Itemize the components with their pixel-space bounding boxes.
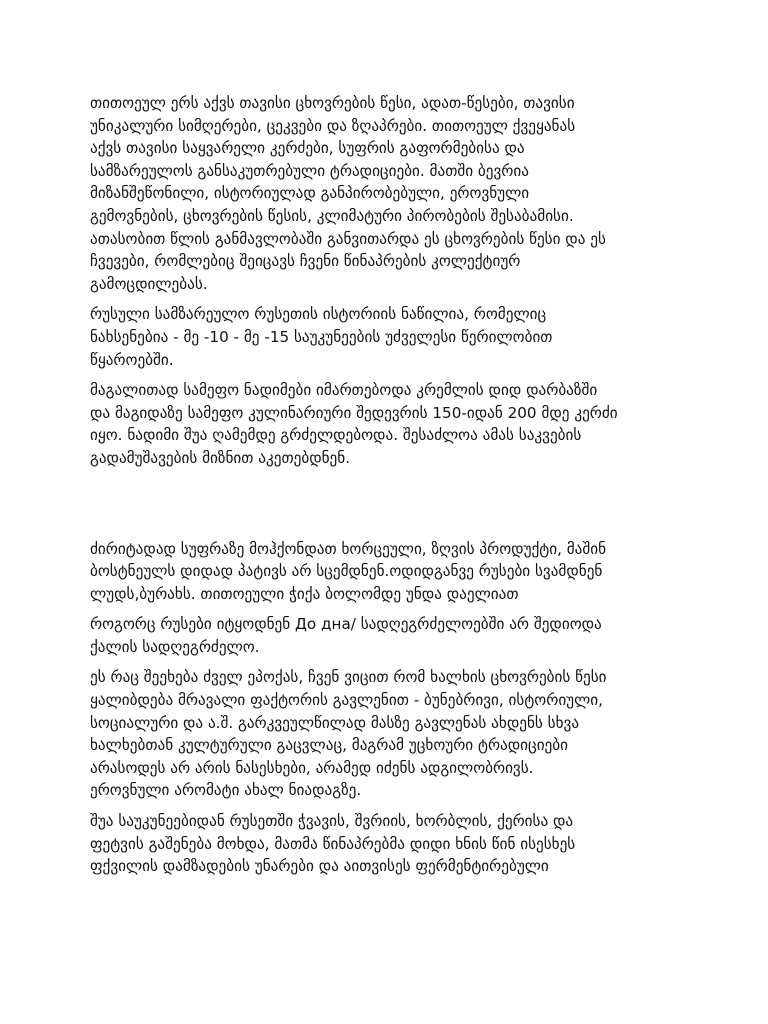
paragraph-lifestyle-factors: ეს რაც შეეხება ძველ ეპოქას, ჩვენ ვიცით რომ ხალხის ცხოვრების წესი ყალიბდება მრავალი ფაქტორის გავლენით - ბუნებრივი, ისტორიული, სოციალური და ა.შ. გარკვეულწილად მასზე გავლენას ახდენს სხვა ხალხებთან კულტურული გაცვლაც, მაგრამ უცხოური ტრადიციები არასოდეს არ არის ნასესხები, არამედ იძენს ადგილობრივს. ეროვნული არომატი ახალ ნიადაგზე. <box>90 668 607 800</box>
section-gap <box>90 478 690 538</box>
document-body <box>90 92 690 886</box>
paragraph-intro: თითოეულ ერს აქვს თავისი ცხოვრების წესი, ადათ-წესები, თავისი უნიკალური სიმღერები, ცეკვები და ზღაპრები. თითოეულ ქვეყანას აქვს თავისი საყვარელი კერძები, სუფრის გაფორმებისა და სამზარეულოს განსაკუთრებული ტრადიციები. მათში ბევრია მიზანშეწონილი, ისტორიულად განპირობებული, ეროვნული გემოვნების, ცხოვრების წესის, კლიმატური პირობების შესაბამისი. ათასობით წლის განმავლობაში განვითარდა ეს ცხოვრების წესი და ეს ჩვევები, რომლებიც შეიცავს ჩვენი წინაპრების კოლექტიურ გამოცდილებას. <box>90 94 606 293</box>
paragraph-russian-cuisine-history: რუსული სამზარეულო რუსეთის ისტორიის ნაწილია, რომელიც ნახსენებია - მე -10 - მე -15 საუკუნეების უძველესი წერილობით წყაროებში. <box>90 305 553 369</box>
paragraph-middle-ages: შუა საუკუნეებიდან რუსეთში ჭვავის, შვრიის, ხორბლის, ქერისა და ფეტვის გაშენება მოხდა, მათმა წინაპრებმა დიდი ხნის წინ ისესხეს ფქვილის დამზადების უნარები და აითვისეს ფერმენტირებული <box>90 812 576 876</box>
paragraph-royal-feasts: მაგალითად სამეფო ნადიმები იმართებოდა კრემლის დიდ დარბაზში და მაგიდაზე სამეფო კულინარიური შედევრის 150-იდან 200 მდე კერძი იყო. ნადიმი შუა ღამემდე გრძელდებოდა. შესაძლოა ამას საკვების გადამუშავების მიზნით აკეთებდნენ. <box>90 381 618 467</box>
paragraph-table-foods: ძირიტადად სუფრაზე მოჰქონდათ ხორცეული, ზღვის პროდუქტი, მაშინ ბოსტნეულს დიდად პატივს არ სცემდნენ.ოდიდგანვე რუსები სვამდნენ ლუდს,ბურახს. თითოეული ჭიქა ბოლომდე უნდა დაელიათ <box>90 539 607 603</box>
paragraph-toasts: როგორც რუსები იტყოდნენ До дна/ სადღეგრძელოებში არ შედიოდა ქალის სადღეგრძელო. <box>90 615 602 656</box>
